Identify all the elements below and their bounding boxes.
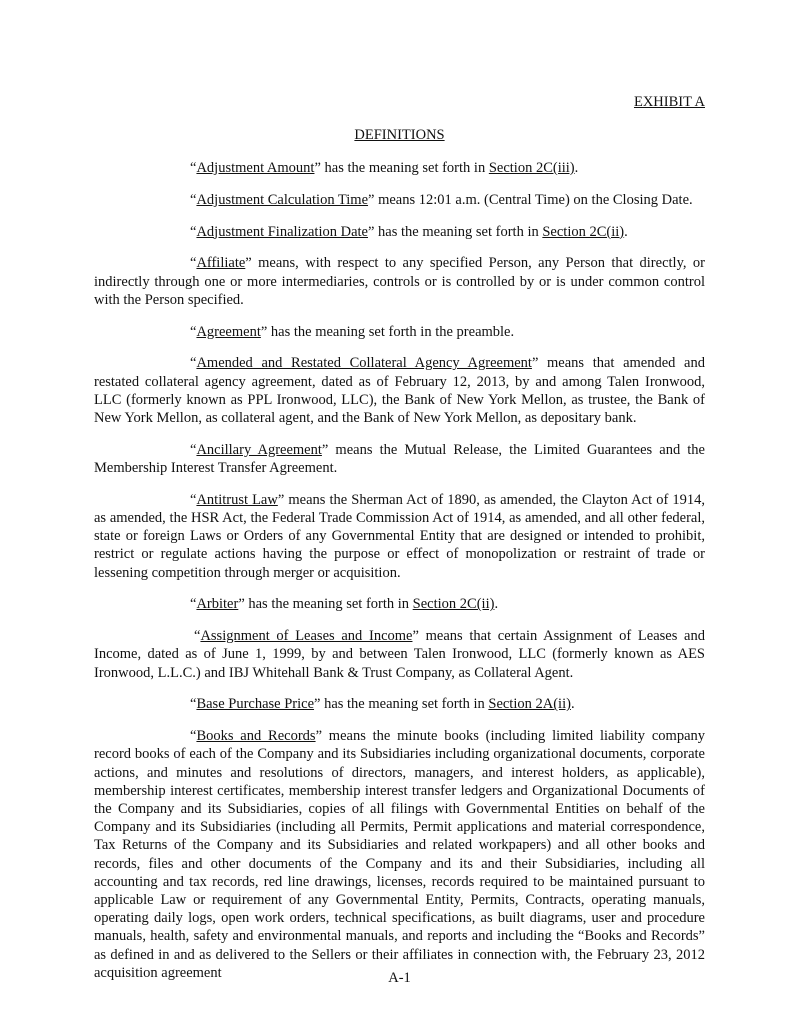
- definition-adjustment-finalization-date: “Adjustment Finalization Date” has the meaning set forth in Section 2C(ii).: [190, 223, 628, 240]
- defined-term: Ancillary Agreement: [196, 441, 322, 458]
- definition-amended-restated-collateral-agency-agreement: “Amended and Restated Collateral Agency Agreement” means that amended and restated collateral agency agreement, dated as of February 12, 2013, by and among Talen Ironwood, LLC (formerly known as PPL Ironwood, LLC), the Bank of New York Mellon, as trustee, the Bank of New York Mellon, as collateral agent, and the Bank of New York Mellon, as depositary bank.: [94, 355, 705, 426]
- definition-books-and-records: “Books and Records” means the minute books (including limited liability company record books of each of the Company and its Subsidiaries including organizational documents, corporate actions, and minutes and resolutions of directors, managers, and interest holders, as applicable), membership interest certificates, membership interest transfer ledgers and Organizational Documents of the Company and its Subsidiaries, copies of all filings with Governmental Entities on behalf of the Company and its Subsidiaries (including all Permits, Permit applications and material correspondence, Tax Returns of the Company and its Subsidiaries and related workpapers) and all other books and records, files and other documents of the Company and its and their Subsidiaries, including all accounting and tax records, red line drawings, licenses, records required to be maintained pursuant to applicable Law or requirement of any Governmental Entity, Permits, Contracts, operating manuals, operating daily logs, open work orders, technical specifications, as built diagrams, user and procedure manuals, health, safety and environmental manuals, and reports and including the “Books and Records” as defined in and as delivered to the Sellers or their affiliates in connection with, the February 23, 2012 acquisition agreement: [94, 728, 706, 981]
- section-reference: Section 2C(ii): [412, 596, 495, 613]
- section-reference: Section 2A(ii): [488, 696, 571, 713]
- definitions-list: [94, 159, 705, 996]
- defined-term: Arbiter: [196, 596, 239, 613]
- defined-term: Affiliate: [196, 255, 246, 272]
- definition-arbiter: “Arbiter” has the meaning set forth in Section 2C(ii).: [190, 596, 499, 613]
- defined-term: Adjustment Calculation Time: [196, 191, 369, 208]
- defined-term: Adjustment Amount: [196, 160, 315, 176]
- exhibit-label: EXHIBIT A: [633, 94, 705, 110]
- defined-term: Adjustment Finalization Date: [196, 223, 368, 240]
- definition-adjustment-calculation-time: “Adjustment Calculation Time” means 12:01 a.m. (Central Time) on the Closing Date.: [190, 191, 693, 208]
- page-number: A-1: [388, 970, 411, 986]
- defined-term: Assignment of Leases and Income: [200, 628, 413, 645]
- definition-antitrust-law: “Antitrust Law” means the Sherman Act of 1890, as amended, the Clayton Act of 1914, as amended, the HSR Act, the Federal Trade Commission Act of 1914, as amended, and all other federal, state or foreign Laws or Orders of any Governmental Entity that are designed or intended to prohibit, restrict or regulate actions having the purpose or effect of monopolization or restraint of trade or lessening competition through merger or acquisition.: [94, 491, 705, 581]
- defined-term: Antitrust Law: [196, 491, 278, 508]
- defined-term: Agreement: [196, 323, 261, 340]
- definition-agreement: “Agreement” has the meaning set forth in the preamble.: [190, 323, 515, 340]
- definition-base-purchase-price: “Base Purchase Price” has the meaning set forth in Section 2A(ii).: [190, 696, 575, 713]
- defined-term: Amended and Restated Collateral Agency Agreement: [196, 355, 532, 372]
- definition-assignment-of-leases-and-income: “Assignment of Leases and Income” means that certain Assignment of Leases and Income, dated as of June 1, 1999, by and between Talen Ironwood, LLC (formerly known as AES Ironwood, L.L.C.) and IBJ Whitehall Bank & Trust Company, as Collateral Agent.: [94, 628, 705, 681]
- definition-affiliate: “Affiliate” means, with respect to any specified Person, any Person that directly, or indirectly through one or more intermediaries, controls or is controlled by or is under common control with the Person specified.: [94, 255, 705, 308]
- definition-adjustment-amount: “Adjustment Amount” has the meaning set forth in Section 2C(iii).: [190, 160, 579, 176]
- section-reference: Section 2C(ii): [542, 223, 625, 240]
- definition-ancillary-agreement: “Ancillary Agreement” means the Mutual Release, the Limited Guarantees and the Membership Interest Transfer Agreement.: [94, 441, 705, 476]
- section-reference: Section 2C(iii): [488, 160, 575, 176]
- defined-term: Books and Records: [196, 728, 316, 745]
- defined-term: Base Purchase Price: [196, 696, 315, 713]
- page-title: DEFINITIONS: [354, 127, 445, 143]
